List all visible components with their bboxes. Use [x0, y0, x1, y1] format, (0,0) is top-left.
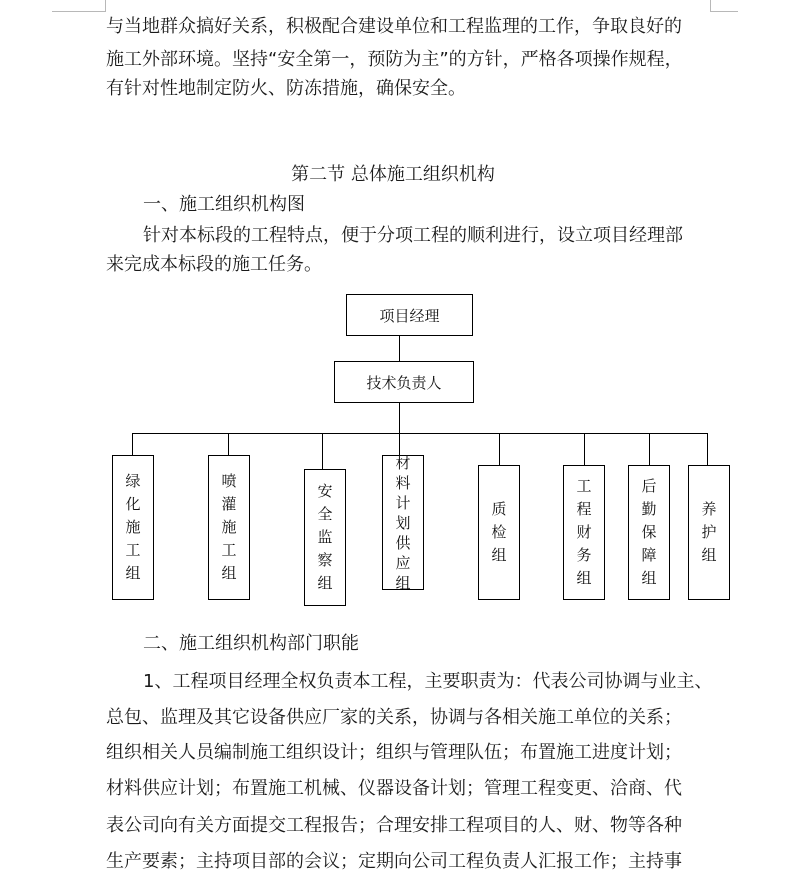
char: 工 — [221, 541, 237, 559]
drop-8 — [707, 433, 708, 465]
drop-6 — [584, 433, 585, 465]
body-line-1: 1、工程项目经理全权负责本工程，主要职责为：代表公司协调与业主、 — [143, 671, 713, 692]
char: 计 — [395, 493, 411, 512]
connector-middle — [399, 403, 400, 434]
char: 供 — [395, 533, 411, 552]
org-box-project-manager-label: 项目经理 — [379, 306, 440, 325]
paragraph-line-1: 针对本标段的工程特点，便于分项工程的顺利进行，设立项目经理部 — [143, 225, 683, 246]
char: 程 — [576, 500, 592, 518]
org-box-technical-lead — [334, 361, 474, 403]
char: 组 — [125, 564, 141, 582]
body-line-4: 材料供应计划；布置施工机械、仪器设备计划；管理工程变更、洽商、代 — [106, 778, 682, 799]
corner-mark-left-h — [52, 11, 106, 12]
char: 化 — [125, 495, 141, 513]
drop-5 — [499, 433, 500, 465]
char: 材 — [395, 453, 411, 472]
char: 保 — [641, 523, 657, 541]
org-box-safety-group — [304, 469, 346, 606]
char: 工 — [125, 541, 141, 559]
char: 组 — [576, 569, 592, 587]
char: 组 — [701, 546, 717, 564]
char: 划 — [395, 513, 411, 532]
char: 财 — [576, 523, 592, 541]
drop-2 — [228, 433, 229, 455]
org-box-quality-group — [478, 465, 520, 600]
org-box-irrigation-group — [208, 455, 250, 600]
body-line-3: 组织相关人员编制施工组织设计；组织与管理队伍；布置施工进度计划； — [106, 742, 682, 763]
char: 绿 — [125, 472, 141, 490]
connector-top — [399, 336, 400, 361]
char: 察 — [317, 551, 333, 569]
char: 质 — [491, 500, 507, 518]
org-box-maintenance-group — [688, 465, 730, 600]
char: 工 — [576, 477, 592, 495]
char: 务 — [576, 546, 592, 564]
char: 应 — [395, 553, 411, 572]
corner-mark-left-v — [105, 0, 106, 12]
intro-line-2: 施工外部环境。坚持“安全第一，预防为主”的方针，严格各项操作规程， — [106, 49, 683, 70]
org-box-project-manager — [346, 294, 473, 336]
connector-horizontal-bar — [132, 433, 708, 434]
char: 组 — [395, 573, 411, 592]
char: 施 — [125, 518, 141, 536]
subsection-1-title: 一、施工组织机构图 — [143, 194, 305, 215]
body-line-6: 生产要素；主持项目部的会议；定期向公司工程负责人汇报工作；主持事 — [106, 851, 682, 872]
char: 施 — [221, 518, 237, 536]
drop-3 — [322, 433, 323, 469]
intro-line-3: 有针对性地制定防火、防冻措施，确保安全。 — [106, 78, 466, 99]
char: 安 — [317, 482, 333, 500]
char: 全 — [317, 505, 333, 523]
char: 组 — [491, 546, 507, 564]
char: 料 — [395, 473, 411, 492]
char: 障 — [641, 546, 657, 564]
intro-line-1: 与当地群众搞好关系，积极配合建设单位和工程监理的工作，争取良好的 — [106, 16, 682, 37]
org-box-logistics-group — [628, 465, 670, 600]
char: 组 — [317, 574, 333, 592]
char: 监 — [317, 528, 333, 546]
body-line-2: 总包、监理及其它设备供应厂家的关系，协调与各相关施工单位的关系； — [106, 707, 682, 728]
paragraph-line-2: 来完成本标段的施工任务。 — [106, 254, 322, 275]
char: 喷 — [221, 472, 237, 490]
drop-1 — [132, 433, 133, 455]
char: 检 — [491, 523, 507, 541]
corner-mark-right-v — [710, 0, 711, 12]
corner-mark-right-h — [710, 11, 738, 12]
org-box-technical-lead-label: 技术负责人 — [366, 373, 442, 392]
org-box-materials-group — [382, 455, 424, 590]
char: 养 — [701, 500, 717, 518]
section-title: 第二节 总体施工组织机构 — [291, 164, 495, 185]
drop-7 — [649, 433, 650, 465]
char: 组 — [221, 564, 237, 582]
body-line-5: 表公司向有关方面提交工程报告；合理安排工程项目的人、财、物等各种 — [106, 815, 682, 836]
char: 护 — [701, 523, 717, 541]
char: 后 — [641, 477, 657, 495]
org-box-finance-group — [563, 465, 605, 600]
char: 勤 — [641, 500, 657, 518]
char: 灌 — [221, 495, 237, 513]
subsection-2-title: 二、施工组织机构部门职能 — [143, 633, 359, 654]
org-box-greening-group — [112, 455, 154, 600]
char: 组 — [641, 569, 657, 587]
